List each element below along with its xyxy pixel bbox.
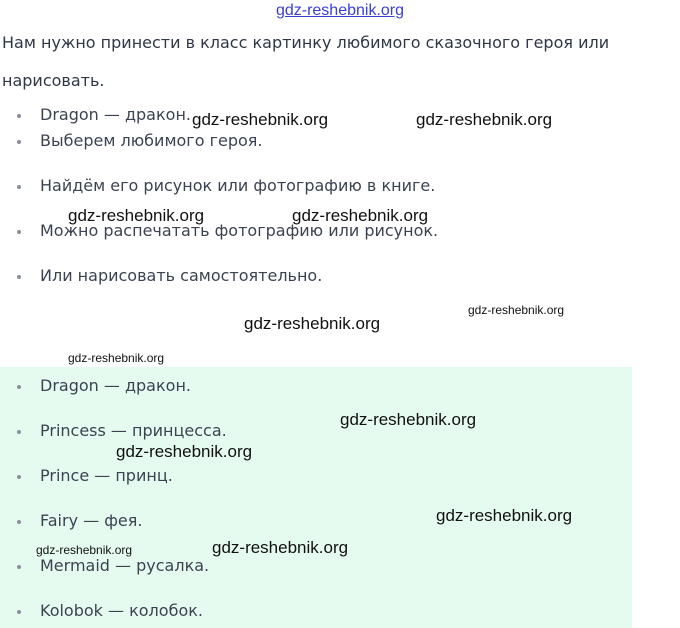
bullet-icon <box>17 275 21 279</box>
bullet-icon <box>17 520 21 524</box>
bullet-icon <box>17 475 21 479</box>
watermark: gdz-reshebnik.org <box>116 442 253 461</box>
list-item-text: Princess — принцесса. <box>40 421 227 440</box>
list-item-text: Fairy — фея. <box>40 511 143 530</box>
list-item-text: Mermaid — русалка. <box>40 556 210 575</box>
bullet-icon <box>17 185 21 189</box>
watermark: gdz-reshebnik.org <box>292 206 429 225</box>
watermark: gdz-reshebnik.org <box>340 410 477 429</box>
watermark: gdz-reshebnik.org <box>212 538 349 557</box>
list-item-text: Kolobok — колобок. <box>40 601 203 620</box>
bullet-icon <box>17 140 21 144</box>
watermark: gdz-reshebnik.org <box>192 110 329 129</box>
vocabulary-box <box>0 367 632 628</box>
bullet-icon <box>17 565 21 569</box>
list-item-text: Или нарисовать самостоятельно. <box>40 266 323 285</box>
watermark: gdz-reshebnik.org <box>68 206 205 225</box>
bullet-icon <box>17 385 21 389</box>
list-item-text: Dragon — дракон. <box>40 105 191 124</box>
watermark: gdz-reshebnik.org <box>436 506 573 525</box>
list-item-text: Prince — принц. <box>40 466 173 485</box>
bullet-icon <box>17 230 21 234</box>
watermark: gdz-reshebnik.org <box>244 314 381 333</box>
bullet-icon <box>17 114 21 118</box>
watermark: gdz-reshebnik.org <box>416 110 553 129</box>
bullet-icon <box>17 430 21 434</box>
watermark: gdz-reshebnik.org <box>68 351 165 365</box>
intro-paragraph: Нам нужно принести в класс картинку любимого сказочного героя или нарисовать. <box>2 33 610 90</box>
watermark: gdz-reshebnik.org <box>468 303 565 317</box>
list-item-text: Выберем любимого героя. <box>40 131 263 150</box>
list-item-text: Можно распечатать фотографию или рисунок. <box>40 221 439 240</box>
list-item-text: Dragon — дракон. <box>40 376 191 395</box>
list-item-text: Найдём его рисунок или фотографию в книге. <box>40 176 436 195</box>
bullet-icon <box>17 610 21 614</box>
watermark: gdz-reshebnik.org <box>36 543 133 557</box>
header-watermark: gdz-reshebnik.org <box>275 2 405 19</box>
